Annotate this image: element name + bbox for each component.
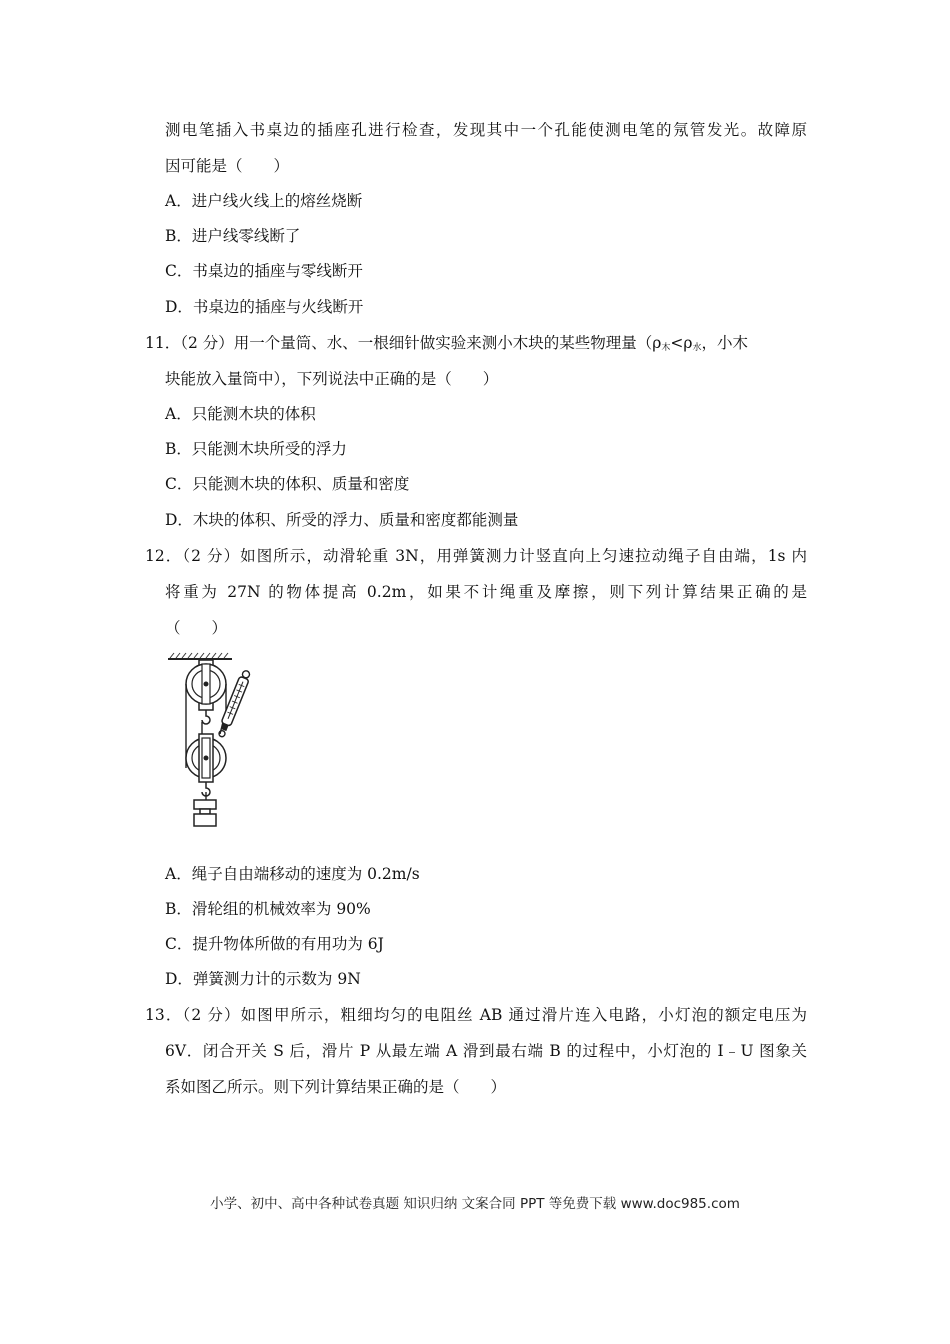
q11-option-d: D．木块的体积、所受的浮力、质量和密度都能测量: [165, 511, 519, 529]
q11-stem-text-a: 11．（2 分）用一个量筒、水、一根细针做实验来测小木块的某些物理量（ρ: [145, 334, 662, 352]
q13-stem-line2: 6V．闭合开关 S 后，滑片 P 从最左端 A 滑到最右端 B 的过程中，小灯泡的 I﹣U 图象关: [165, 1042, 807, 1060]
q12-option-c: C．提升物体所做的有用功为 6J: [165, 935, 384, 953]
q11-option-c: C．只能测木块的体积、质量和密度: [165, 475, 410, 493]
q10-stem-line1: 测电笔插入书桌边的插座孔进行检查，发现其中一个孔能使测电笔的氖管发光。故障原: [165, 121, 807, 139]
q12-option-d: D．弹簧测力计的示数为 9N: [165, 970, 361, 988]
hanging-weight: [194, 792, 216, 826]
q10-stem-line2: 因可能是（ ）: [165, 157, 290, 175]
q10-option-a: A．进户线火线上的熔丝烧断: [165, 192, 363, 210]
movable-pulley: [186, 734, 226, 796]
q12-stem-line1: 12．（2 分）如图所示，动滑轮重 3N，用弹簧测力计竖直向上匀速拉动绳子自由端，1s 内: [145, 547, 807, 565]
q13-stem-line3: 系如图乙所示。则下列计算结果正确的是（ ）: [165, 1078, 507, 1096]
q11-stem-line2: 块能放入量筒中），下列说法中正确的是（ ）: [165, 370, 499, 388]
q11-stem-text-c: ，小木: [701, 334, 749, 352]
q10-option-d: D．书桌边的插座与火线断开: [165, 298, 364, 316]
q11-stem-line1: [145, 333, 748, 358]
q12-option-a: A．绳子自由端移动的速度为 0.2m/s: [165, 865, 420, 883]
q11-stem-text-b: <ρ: [670, 334, 693, 352]
q11-sub-water: 水: [692, 343, 702, 353]
q10-option-c: C．书桌边的插座与零线断开: [165, 262, 363, 280]
q10-option-b: B．进户线零线断了: [165, 227, 301, 245]
q12-option-b: B．滑轮组的机械效率为 90%: [165, 900, 371, 918]
pulley-system-figure: [160, 650, 260, 832]
q12-stem-line2: 将重为 27N 的物体提高 0.2m，如果不计绳重及摩擦，则下列计算结果正确的是: [165, 583, 807, 601]
q13-stem-line1: 13．（2 分）如图甲所示，粗细均匀的电阻丝 AB 通过滑片连入电路，小灯泡的额定电压为: [145, 1006, 807, 1024]
ceiling-hatch: [168, 653, 232, 659]
q11-sub-wood: 木: [661, 343, 671, 353]
q11-option-b: B．只能测木块所受的浮力: [165, 440, 347, 458]
q12-stem-line3: （ ）: [165, 619, 228, 637]
fixed-pulley: [186, 660, 226, 724]
q11-option-a: A．只能测木块的体积: [165, 405, 316, 423]
page-footer: 小学、初中、高中各种试卷真题 知识归纳 文案合同 PPT 等免费下载 www.doc985.com: [210, 1196, 740, 1212]
